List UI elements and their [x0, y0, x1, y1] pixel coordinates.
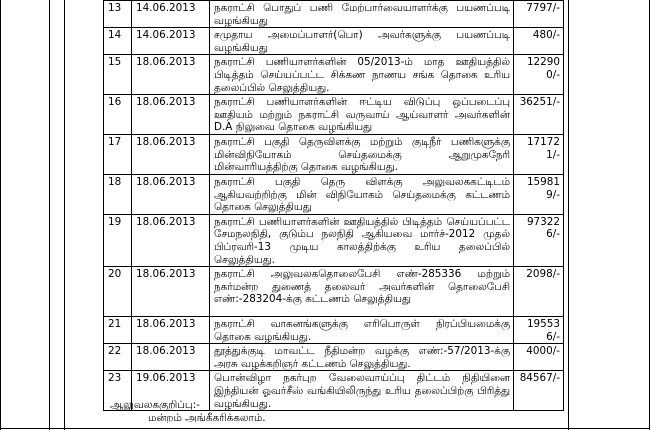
table-row: [104, 344, 564, 371]
table-row: [104, 95, 564, 135]
row-description: சமுதாய அமைப்பாளர்(பொ) அவர்களுக்கு பயணப்படி வழங்கியது: [210, 28, 514, 55]
row-date: 14.06.2013: [132, 1, 210, 28]
row-number: 17: [104, 134, 132, 174]
row-description: நகராட்சி அலுவலகதொலைபேசி எண்-285336 மற்றும் நகர்மன்ற துணைத் தலைவர் அவர்களின் தொலைபேசி எண்:-283204-க்கு கட்டணம் செலுத்தியது: [210, 267, 514, 317]
row-number: 19: [104, 214, 132, 266]
row-description: நகராட்சி பணியாளர்களின் ஊதியத்தில் பிடித்தம் செய்யப்பட்ட சேமநலநிதி, குடும்ப நலநிதி ஆகியவை மார்ச்-2012 முதல் பிப்ரவரி-13 முடிய காலத்திற்க்கு உரிய தலைப்பில் செலுத்தியது.: [210, 214, 514, 266]
office-note: [110, 399, 266, 424]
row-amount: 122900/-: [514, 55, 564, 95]
row-amount: 159819/-: [514, 174, 564, 214]
row-amount: 36251/-: [514, 95, 564, 135]
row-description: நகராட்சி பொதுப் பணி மேற்பார்வையாளர்க்கு பயணப்படி வழங்கியது: [210, 1, 514, 28]
table-row: [104, 174, 564, 214]
row-description: தூத்துக்குடி மாவட்ட நீதிமன்ற வழக்கு எண்:-57/2013-க்கு அரசு வழக்கறிஞர் கட்டணம் செலுத்தியது.: [210, 344, 514, 371]
row-description: நகராட்சி பகுதி தெருவிளக்கு மற்றும் குடிநீர் பணிகளுக்கு மின்விநியோகம் செய்தமைக்கு ஆறுமுகநேரி மின்வாரியத்திற்கு தொகை வழங்கியது.: [210, 134, 514, 174]
row-amount: 4000/-: [514, 344, 564, 371]
table-row: [104, 214, 564, 266]
left-border-line-1: [0, 0, 1, 430]
row-amount: 84567/-: [514, 371, 564, 411]
row-amount: 7797/-: [514, 1, 564, 28]
row-date: 18.06.2013: [132, 55, 210, 95]
row-date: 18.06.2013: [132, 214, 210, 266]
row-number: 15: [104, 55, 132, 95]
row-date: 18.06.2013: [132, 134, 210, 174]
row-amount: 171721/-: [514, 134, 564, 174]
table-row: [104, 28, 564, 55]
row-number: 14: [104, 28, 132, 55]
row-amount: 2098/-: [514, 267, 564, 317]
row-date: 18.06.2013: [132, 267, 210, 317]
row-description: நகராட்சி பணியாளர்களின் ஈட்டிய விடுப்பு ஒப்படைப்பு ஊதியம் மற்றும் நகராட்சி வருவாய் ஆய்வாளர் அவர்களின் D.A நிலுவை தொகை வழங்கியது: [210, 95, 514, 135]
table-row: [104, 1, 564, 28]
row-date: 18.06.2013: [132, 317, 210, 344]
row-number: 23: [104, 371, 132, 411]
row-description: பொன்விழா நகர்புற வேலைவாய்ப்பு திட்டம் நிதியினை இந்தியன் ஓவர்சீஸ் வங்கியிலிருந்து உரிய தலைப்பிற்கு பிரித்து வழங்கியது.: [210, 371, 514, 411]
office-note-text: மன்றம் அங்கீகரிக்கலாம்.: [148, 411, 266, 424]
row-date: 18.06.2013: [132, 174, 210, 214]
row-amount: 973226/-: [514, 214, 564, 266]
row-amount: 195536/-: [514, 317, 564, 344]
row-description: நகராட்சி பணியாளர்களின் 05/2013-ம் மாத ஊதியத்தில் பிடித்தம் செய்யப்பட்ட சிக்கண நாணய சங்க தொகை உரிய தலைப்பில் செலுத்தியது.: [210, 55, 514, 95]
table-row: [104, 317, 564, 344]
row-date: 14.06.2013: [132, 28, 210, 55]
table-row: [104, 267, 564, 317]
office-note-heading: ஆலுவலககுறிப்பு:-: [110, 399, 200, 411]
expense-table: [103, 0, 564, 411]
table-row: [104, 55, 564, 95]
row-number: 21: [104, 317, 132, 344]
row-description: நகராட்சி வாகனங்களுக்கு எரிபொருள் நிரப்பியமைக்கு தொகை வழங்கியது.: [210, 317, 514, 344]
row-amount: 480/-: [514, 28, 564, 55]
row-number: 22: [104, 344, 132, 371]
row-date: 18.06.2013: [132, 344, 210, 371]
row-number: 20: [104, 267, 132, 317]
row-number: 13: [104, 1, 132, 28]
table-row: [104, 134, 564, 174]
row-description: நகராட்சி பகுதி தெரு விளக்கு அலுவலககட்டிடம் ஆகியவற்றிற்கு மின் விநியோகம் செய்தமைக்கு கட்டணம் தொகை செலுத்தியது: [210, 174, 514, 214]
row-date: 18.06.2013: [132, 95, 210, 135]
row-date: 19.06.2013: [132, 371, 210, 411]
left-border-line-2: [49, 0, 50, 430]
row-number: 18: [104, 174, 132, 214]
right-border-line-1: [568, 0, 569, 430]
row-number: 16: [104, 95, 132, 135]
bottom-border-line: [0, 428, 650, 429]
left-border-line-3: [64, 0, 65, 430]
